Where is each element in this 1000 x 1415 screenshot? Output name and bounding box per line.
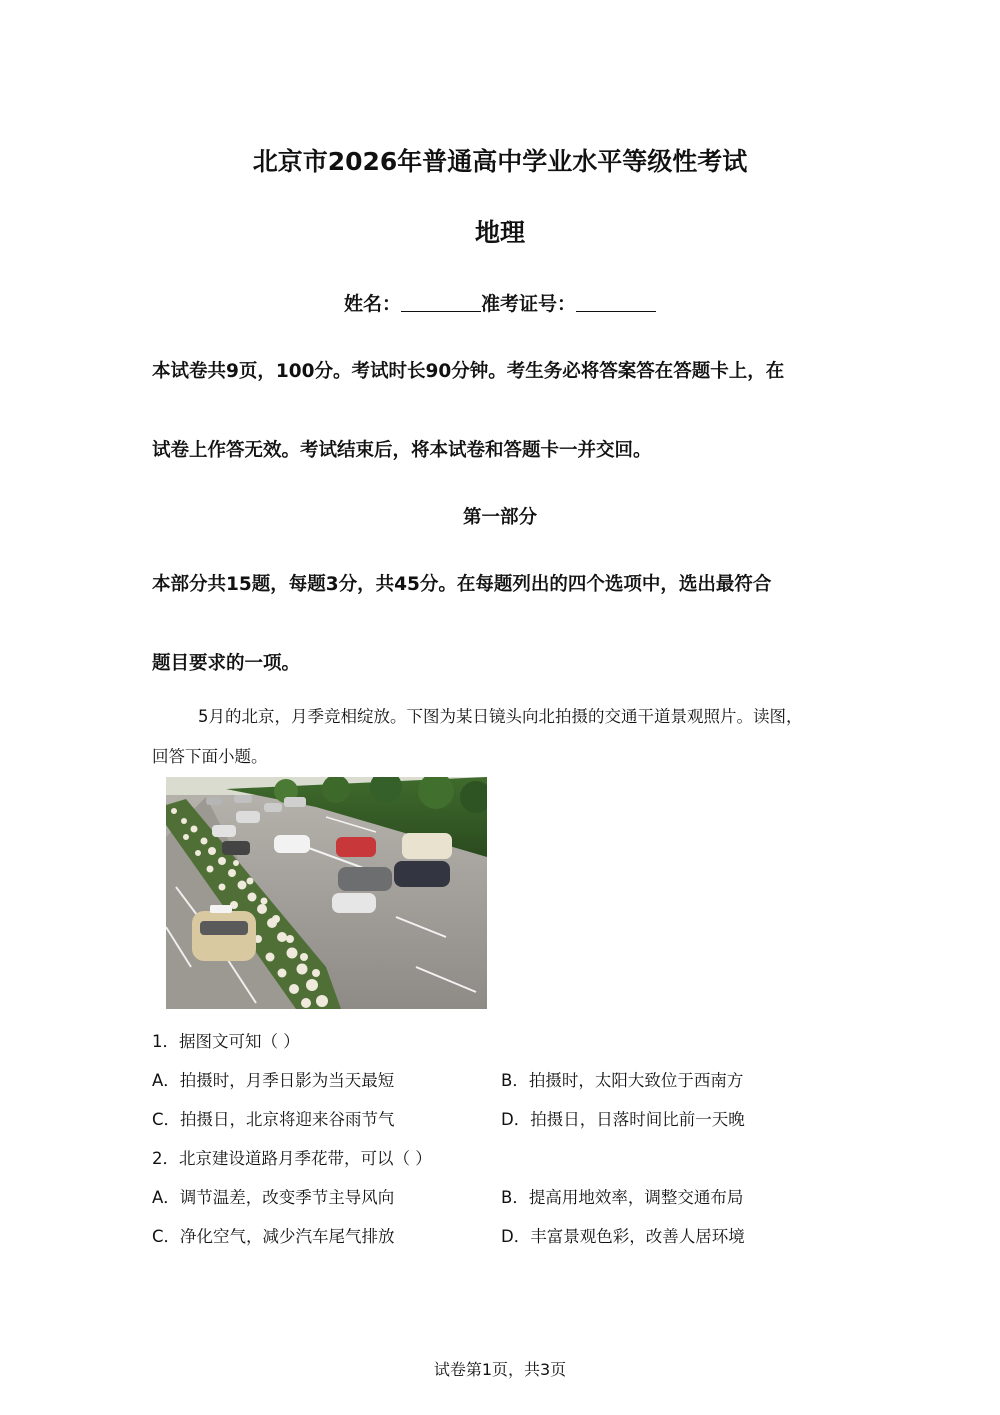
name-blank bbox=[401, 293, 481, 312]
question-1-option-c[interactable]: C．拍摄日，北京将迎来谷雨节气 bbox=[152, 1110, 395, 1129]
exam-title: 北京市2026年普通高中学业水平等级性考试 bbox=[252, 147, 748, 176]
instructions-line-1: 本试卷共9页，100分。考试时长90分钟。考生务必将答案答在答题卡上，在 bbox=[152, 361, 785, 382]
name-label: 姓名： bbox=[343, 293, 401, 315]
road-landscape-photo bbox=[166, 777, 487, 1009]
page-footer: 试卷第1页，共3页 bbox=[433, 1360, 567, 1379]
question-1-stem: 1．据图文可知（ ） bbox=[152, 1032, 300, 1051]
question-2-option-c[interactable]: C．净化空气，减少汽车尾气排放 bbox=[152, 1227, 395, 1246]
question-1-option-b[interactable]: B．拍摄时，太阳大致位于西南方 bbox=[501, 1071, 744, 1090]
candidate-info-row bbox=[0, 289, 1000, 316]
subject-title: 地理 bbox=[474, 218, 525, 247]
question-2-option-d[interactable]: D．丰富景观色彩，改善人居环境 bbox=[501, 1227, 745, 1246]
question-2-option-b[interactable]: B．提高用地效率，调整交通布局 bbox=[501, 1188, 744, 1207]
id-label: 准考证号： bbox=[481, 293, 577, 315]
question-1-option-d[interactable]: D．拍摄日，日落时间比前一天晚 bbox=[501, 1110, 745, 1129]
question-2-option-a[interactable]: A．调节温差，改变季节主导风向 bbox=[152, 1188, 395, 1207]
passage-line-2: 回答下面小题。 bbox=[152, 747, 268, 766]
id-blank bbox=[576, 293, 656, 312]
question-1-option-a[interactable]: A．拍摄时，月季日影为当天最短 bbox=[152, 1071, 395, 1090]
part-instructions-line-2: 题目要求的一项。 bbox=[152, 653, 301, 674]
part-instructions-line-1: 本部分共15题，每题3分，共45分。在每题列出的四个选项中，选出最符合 bbox=[152, 574, 772, 595]
part-title: 第一部分 bbox=[462, 507, 537, 528]
question-2-stem: 2．北京建设道路月季花带，可以（ ） bbox=[152, 1149, 432, 1168]
passage-line-1: 5月的北京，月季竞相绽放。下图为某日镜头向北拍摄的交通干道景观照片。读图， bbox=[198, 707, 803, 726]
instructions-line-2: 试卷上作答无效。考试结束后，将本试卷和答题卡一并交回。 bbox=[152, 440, 652, 461]
